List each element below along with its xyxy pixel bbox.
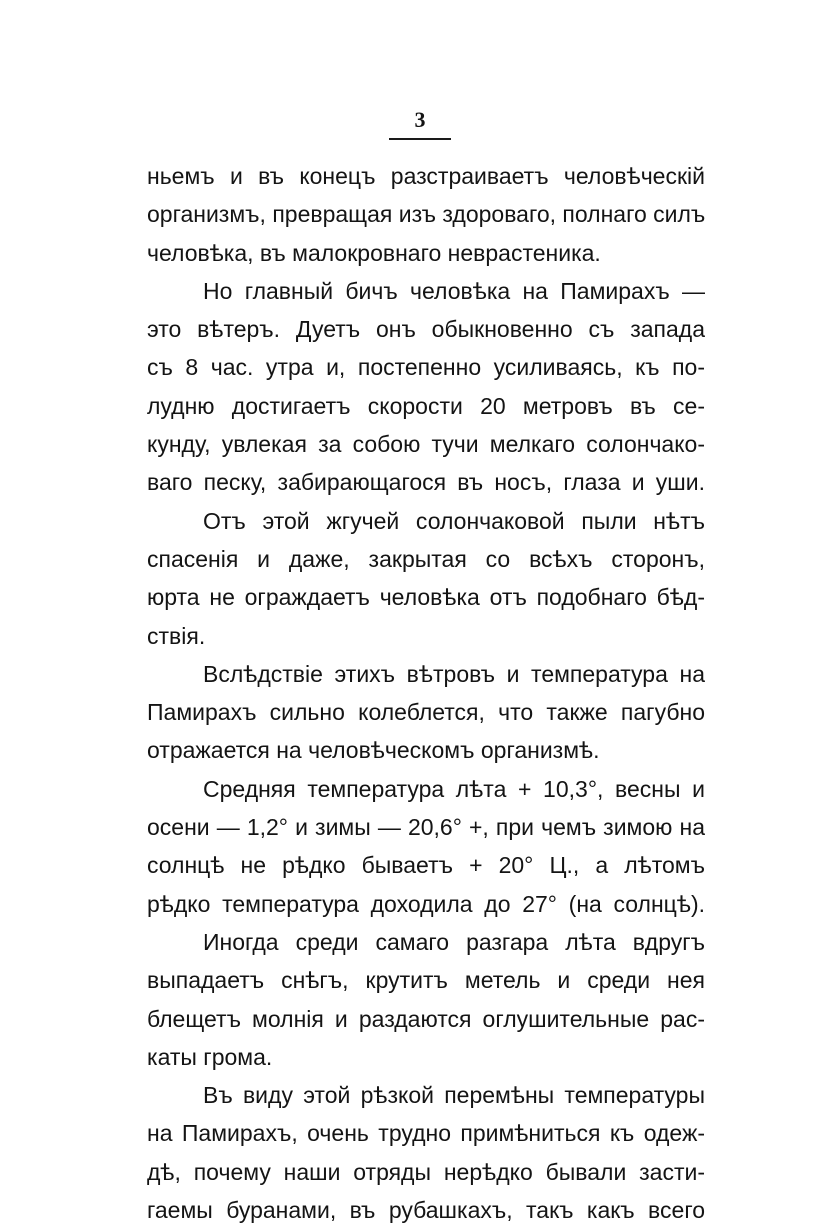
text-line: дѣ, почему наши отряды нерѣдко бывали засти-	[147, 1158, 705, 1185]
page-number-rule	[389, 138, 451, 140]
text-line: юрта не ограждаетъ человѣка отъ подобнаго бѣд-	[147, 584, 705, 611]
text-line: кунду, увлекая за собою тучи мелкаго солончако-	[147, 431, 705, 458]
text-line: Отъ этой жгучей солончаковой пыли нѣтъ	[203, 507, 705, 534]
text-line: это вѣтеръ. Дуетъ онъ обыкновенно съ запада	[147, 316, 705, 343]
text-line: Иногда среди самаго разгара лѣта вдругъ	[203, 928, 705, 955]
text-line: солнцѣ не рѣдко бываетъ + 20° Ц., а лѣтомъ	[147, 852, 705, 879]
text-line: Въ виду этой рѣзкой перемѣны температуры	[203, 1082, 705, 1109]
text-line: выпадаетъ снѣгъ, крутитъ метель и среди нея	[147, 967, 705, 994]
body-text	[147, 157, 705, 1229]
text-line: ствія.	[147, 622, 206, 649]
text-line: рѣдко температура доходила до 27° (на солнцѣ).	[147, 890, 705, 917]
text-line: каты грома.	[147, 1043, 273, 1070]
text-line: Средняя температура лѣта + 10,3°, весны и	[203, 775, 705, 802]
text-line: осени — 1,2° и зимы — 20,6° +, при чемъ зимою на	[147, 814, 705, 841]
text-line: лудню достигаетъ скорости 20 метровъ въ се-	[147, 392, 705, 419]
text-line: на Памирахъ, очень трудно примѣниться къ одеж-	[147, 1120, 705, 1147]
text-line: Но главный бичъ человѣка на Памирахъ —	[203, 277, 705, 304]
text-line: Памирахъ сильно колеблется, что также пагубно	[147, 699, 705, 726]
text-line: отражается на человѣческомъ организмѣ.	[147, 737, 600, 764]
text-line: Вслѣдствіе этихъ вѣтровъ и температура на	[203, 660, 705, 687]
text-line: человѣка, въ малокровнаго неврастеника.	[147, 239, 601, 266]
text-line: организмъ, превращая изъ здороваго, полнаго силъ	[147, 201, 705, 228]
text-line: спасенія и даже, закрытая со всѣхъ сторонъ,	[147, 545, 705, 572]
text-line: ваго песку, забирающагося въ носъ, глаза и уши.	[147, 469, 705, 496]
text-line: съ 8 час. утра и, постепенно усиливаясь, къ по-	[147, 354, 705, 381]
text-line: ньемъ и въ конецъ разстраиваетъ человѣческій	[147, 163, 705, 189]
text-line: гаемы буранами, въ рубашкахъ, такъ какъ всего	[147, 1197, 705, 1224]
page-number: 3	[414, 107, 426, 132]
text-line: блещетъ молнія и раздаются оглушительные рас-	[147, 1005, 705, 1032]
